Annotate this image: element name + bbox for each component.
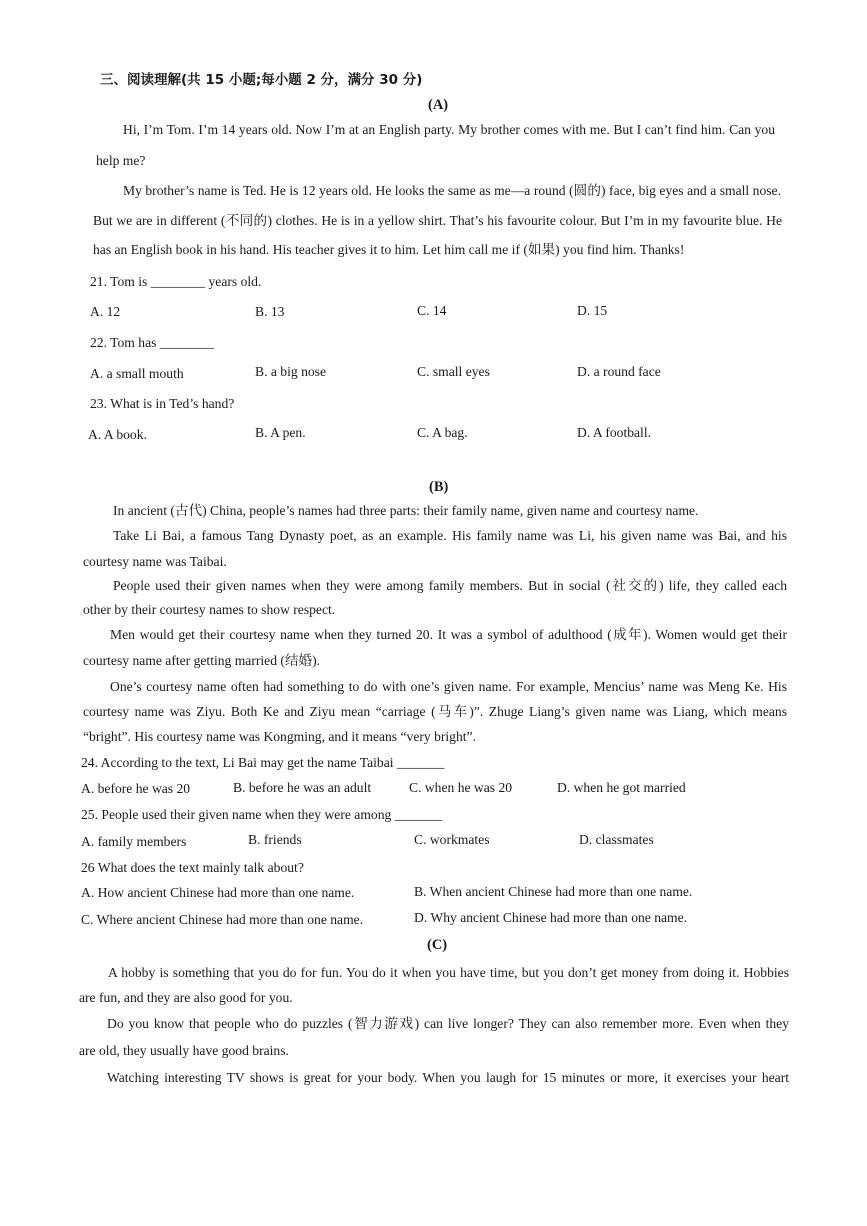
answer-option: D. Why ancient Chinese had more than one name. — [414, 910, 688, 925]
answer-option: A. before he was 20 — [81, 781, 191, 796]
paragraph-line: courtesy name was Taibai. — [83, 554, 227, 569]
question-stem: 21. Tom is ________ years old. — [90, 274, 262, 289]
question-stem: 26 What does the text mainly talk about? — [81, 860, 304, 875]
paragraph-line: Watching interesting TV shows is great for your body. When you laugh for 15 minutes or more, it exercises your heart — [107, 1070, 789, 1085]
section-heading: 三、阅读理解(共 15 小题;每小题 2 分，满分 30 分) — [100, 72, 423, 88]
section-c-label: (C) — [427, 937, 448, 953]
answer-option: C. A bag. — [417, 425, 468, 440]
paragraph-line: People used their given names when they were among family members. But in social (社交的) life, they called each — [113, 578, 787, 593]
paragraph-line: “bright”. His courtesy name was Kongming, and it means “very bright”. — [83, 729, 476, 744]
answer-option: B. When ancient Chinese had more than one name. — [414, 884, 693, 899]
question-stem: 23. What is in Ted’s hand? — [90, 396, 235, 411]
answer-option: C. when he was 20 — [409, 780, 513, 795]
answer-option: B. a big nose — [255, 364, 326, 379]
paragraph-line: A hobby is something that you do for fun. You do it when you have time, but you don’t get money from doing it. Hobbies — [108, 965, 789, 980]
answer-option: D. when he got married — [557, 780, 686, 795]
paragraph-line: But we are in different (不同的) clothes. He is in a yellow shirt. That’s his favourite colour. But I’m in my favourite blue. He — [93, 213, 782, 228]
paragraph-line: Take Li Bai, a famous Tang Dynasty poet, as an example. His family name was Li, his given name was Bai, and his — [113, 528, 787, 543]
paragraph-line: other by their courtesy names to show respect. — [83, 602, 336, 617]
answer-option: A. a small mouth — [90, 366, 184, 381]
section-a-label: (A) — [428, 97, 449, 113]
paragraph-line: has an English book in his hand. His teacher gives it to him. Let him call me if (如果) you find him. Thanks! — [93, 242, 685, 257]
answer-option: A. How ancient Chinese had more than one name. — [81, 885, 355, 900]
answer-option: A. 12 — [90, 304, 121, 319]
paragraph-line: are old, they usually have good brains. — [79, 1043, 289, 1058]
answer-option: B. A pen. — [255, 425, 306, 440]
answer-option: D. classmates — [579, 832, 654, 847]
paragraph-line: courtesy name after getting married (结婚). — [83, 653, 321, 668]
paragraph-line: Men would get their courtesy name when they turned 20. It was a symbol of adulthood (成年). Women would get their — [110, 627, 787, 642]
answer-option: A. A book. — [88, 427, 147, 442]
answer-option: B. 13 — [255, 304, 285, 319]
section-b-label: (B) — [429, 479, 449, 495]
answer-option: B. friends — [248, 832, 302, 847]
paragraph-line: Hi, I’m Tom. I’m 14 years old. Now I’m at an English party. My brother comes with me. But I can’t find him. Can you — [123, 122, 775, 137]
paragraph-line: are fun, and they are also good for you. — [79, 990, 293, 1005]
answer-option: C. workmates — [414, 832, 490, 847]
answer-option: C. Where ancient Chinese had more than one name. — [81, 912, 364, 927]
answer-option: C. 14 — [417, 303, 447, 318]
answer-option: D. A football. — [577, 425, 652, 440]
paragraph-line: One’s courtesy name often had something to do with one’s given name. For example, Mencius’ name was Meng Ke. His — [110, 679, 787, 694]
paragraph-line: In ancient (古代) China, people’s names had three parts: their family name, given name and courtesy name. — [113, 503, 699, 518]
answer-option: D. a round face — [577, 364, 661, 379]
paragraph-line: My brother’s name is Ted. He is 12 years old. He looks the same as me—a round (圆的) face, big eyes and a small nose. — [123, 183, 781, 198]
answer-option: D. 15 — [577, 303, 608, 318]
paragraph-line: help me? — [96, 153, 146, 168]
question-stem: 22. Tom has ________ — [90, 335, 215, 350]
paragraph-line: courtesy name was Ziyu. Both Ke and Ziyu mean “carriage (马车)”. Zhuge Liang’s given name was Liang, which means — [83, 704, 787, 719]
paragraph-line: Do you know that people who do puzzles (智力游戏) can live longer? They can also remember more. Even when they — [107, 1016, 789, 1031]
question-stem: 25. People used their given name when they were among _______ — [81, 807, 443, 822]
answer-option: C. small eyes — [417, 364, 490, 379]
answer-option: B. before he was an adult — [233, 780, 372, 795]
question-stem: 24. According to the text, Li Bai may get the name Taibai _______ — [81, 755, 445, 770]
answer-option: A. family members — [81, 834, 187, 849]
